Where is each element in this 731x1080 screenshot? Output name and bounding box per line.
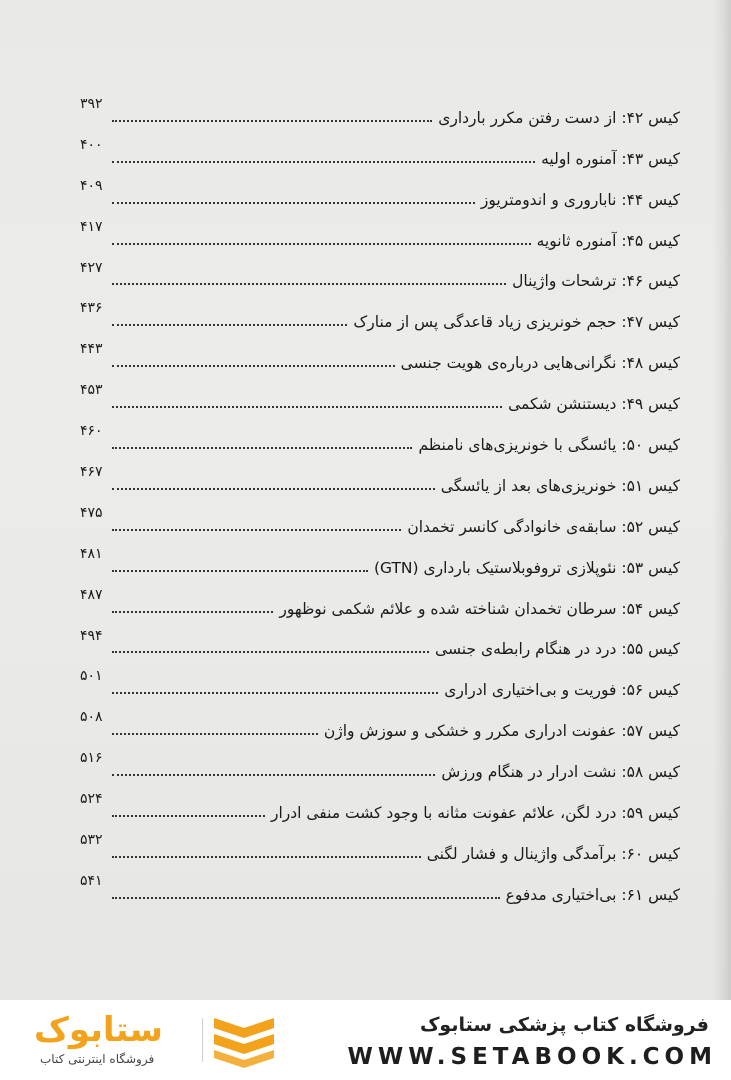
toc-dot-leader: [112, 120, 432, 122]
toc-entry-page-number: ۵۰۸: [80, 709, 103, 726]
toc-entry-page-number: ۴۰۹: [80, 177, 103, 194]
toc-dot-leader: [112, 815, 265, 817]
toc-dot-leader: [112, 283, 506, 285]
toc-entry-title: کیس ۴۶: ترشحات واژینال: [512, 272, 680, 291]
toc-entry-page-number: ۵۲۴: [80, 791, 103, 808]
toc-dot-leader: [112, 856, 421, 858]
toc-entry: [80, 174, 680, 215]
toc-entry-page-number: ۴۶۷: [80, 464, 103, 481]
toc-entry: [80, 664, 680, 705]
toc-entry-page-number: ۴۷۵: [80, 504, 103, 521]
toc-entry: [80, 256, 680, 297]
toc-entry-title: کیس ۶۱: بی‌اختیاری مدفوع: [505, 885, 680, 904]
toc-dot-leader: [112, 897, 500, 899]
toc-entry-title: کیس ۵۸: نشت ادرار در هنگام ورزش: [441, 763, 680, 782]
toc-entry: [80, 869, 680, 910]
toc-entry-page-number: ۵۴۱: [80, 872, 103, 889]
toc-entry: [80, 828, 680, 869]
toc-entry-page-number: ۵۳۲: [80, 832, 103, 849]
toc-dot-leader: [112, 529, 401, 531]
toc-entry-page-number: ۴۹۴: [80, 627, 103, 644]
toc-dot-leader: [112, 570, 368, 572]
toc-dot-leader: [112, 324, 347, 326]
toc-entry-page-number: ۳۹۲: [80, 96, 103, 112]
toc-entry-page-number: ۵۱۶: [80, 750, 103, 767]
toc-entry-page-number: ۴۸۷: [80, 586, 103, 603]
logo-divider: [202, 1018, 203, 1062]
toc-entry-page-number: ۴۴۳: [80, 341, 103, 358]
toc-entry-title: کیس ۵۵: درد در هنگام رابطه‌ی جنسی: [435, 640, 680, 659]
toc-entry-title: کیس ۵۷: عفونت ادراری مکرر و خشکی و سوزش واژن: [323, 722, 680, 741]
toc-entry-title: کیس ۵۳: نئوپلازی تروفوبلاستیک بارداری (GTN): [373, 558, 680, 577]
toc-dot-leader: [112, 651, 429, 653]
page-edge-shadow: [713, 0, 731, 1000]
toc-entry: [80, 624, 680, 665]
toc-dot-leader: [112, 365, 395, 367]
toc-entry-title: کیس ۴۲: از دست رفتن مکرر بارداری: [438, 108, 680, 127]
toc-dot-leader: [112, 488, 435, 490]
toc-entry-title: کیس ۴۴: ناباروری و اندومتریوز: [480, 190, 680, 209]
toc-entry: [80, 460, 680, 501]
toc-entry: [80, 419, 680, 460]
toc-entry: [80, 583, 680, 624]
toc-entry: [80, 542, 680, 583]
toc-entry-title: کیس ۴۳: آمنوره اولیه: [541, 149, 680, 168]
store-logo-wordmark[interactable]: ستابوک: [34, 1010, 163, 1050]
toc-dot-leader: [112, 692, 438, 694]
toc-entry-title: کیس ۶۰: برآمدگی واژینال و فشار لگنی: [426, 844, 680, 863]
toc-entry: [80, 705, 680, 746]
toc-dot-leader: [112, 447, 412, 449]
toc-dot-leader: [112, 733, 318, 735]
store-footer: [0, 1000, 731, 1080]
toc-entry-page-number: ۴۱۷: [80, 218, 103, 235]
toc-entry-title: کیس ۵۲: سابقه‌ی خانوادگی کانسر تخمدان: [407, 517, 680, 536]
toc-entry-page-number: ۴۶۰: [80, 423, 103, 440]
table-of-contents: [80, 92, 680, 910]
toc-entry-title: کیس ۵۱: خونریزی‌های بعد از یائسگی: [440, 476, 680, 495]
store-logo-tagline: فروشگاه اینترنتی کتاب: [40, 1052, 155, 1066]
toc-entry-title: کیس ۴۵: آمنوره ثانویه: [536, 231, 680, 250]
toc-entry-title: کیس ۵۹: درد لگن، علائم عفونت مثانه با وجود کشت منفی ادرار: [270, 804, 680, 823]
toc-entry: [80, 92, 680, 133]
toc-entry-page-number: ۴۵۳: [80, 382, 103, 399]
store-name: فروشگاه کتاب پزشکی ستابوک: [419, 1014, 709, 1036]
toc-entry: [80, 787, 680, 828]
toc-entry: [80, 337, 680, 378]
toc-entry-title: کیس ۴۸: نگرانی‌هایی درباره‌ی هویت جنسی: [400, 354, 680, 373]
toc-entry: [80, 296, 680, 337]
toc-dot-leader: [112, 161, 535, 163]
toc-dot-leader: [112, 406, 502, 408]
toc-entry: [80, 215, 680, 256]
toc-dot-leader: [112, 611, 273, 613]
toc-entry: [80, 378, 680, 419]
toc-entry-page-number: ۴۲۷: [80, 259, 103, 276]
toc-entry-page-number: ۴۳۶: [80, 300, 103, 317]
toc-dot-leader: [112, 202, 475, 204]
toc-entry: [80, 133, 680, 174]
toc-entry-title: کیس ۴۹: دیستنشن شکمی: [508, 395, 680, 414]
toc-entry-page-number: ۵۰۱: [80, 668, 103, 685]
toc-entry-page-number: ۴۰۰: [80, 136, 103, 153]
toc-entry-title: کیس ۵۴: سرطان تخمدان شناخته شده و علائم شکمی نوظهور: [279, 599, 680, 618]
chevron-stack-icon: [208, 1014, 280, 1068]
toc-dot-leader: [112, 243, 531, 245]
toc-entry-title: کیس ۵۶: فوریت و بی‌اختیاری ادراری: [444, 681, 680, 700]
toc-dot-leader: [112, 774, 435, 776]
toc-entry: [80, 746, 680, 787]
toc-entry-title: کیس ۴۷: حجم خونریزی زیاد قاعدگی پس از منارک: [353, 313, 680, 332]
toc-entry-title: کیس ۵۰: یائسگی با خونریزی‌های نامنظم: [418, 436, 680, 455]
store-url-link[interactable]: WWW.SETABOOK.COM: [347, 1044, 717, 1070]
toc-entry-page-number: ۴۸۱: [80, 545, 103, 562]
toc-entry: [80, 501, 680, 542]
